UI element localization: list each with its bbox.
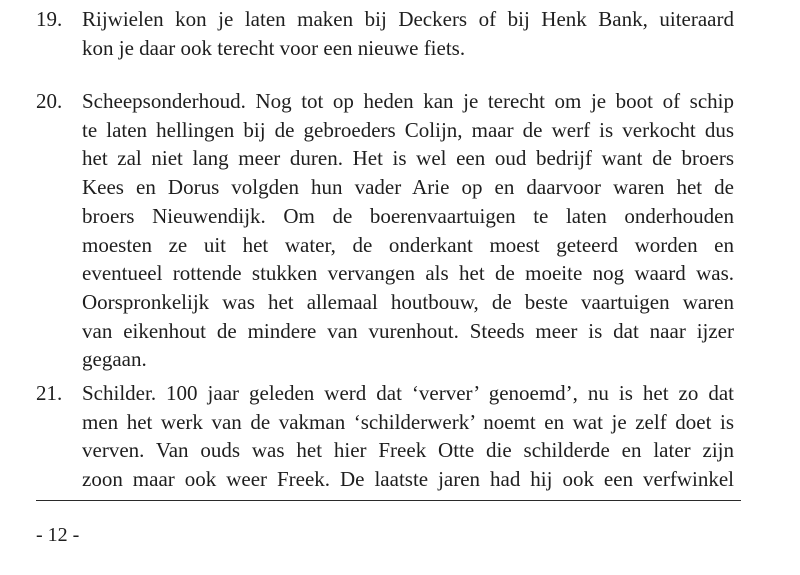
item-number: 21. (36, 381, 63, 405)
item-number: 19. (36, 7, 63, 31)
text-line: broers Nieuwendijk. Om de boerenvaartuigen te laten onderhouden (82, 203, 734, 228)
text-line: Scheepsonderhoud. Nog tot op heden kan je terecht om je boot of schip (82, 89, 734, 113)
text-line: moesten ze uit het water, de onderkant moest geteerd worden en (82, 232, 734, 257)
item-number: 20. (36, 89, 63, 113)
footer-divider (36, 500, 741, 501)
text-line: Kees en Dorus volgden hun vader Arie op en daarvoor waren het de (82, 175, 734, 200)
text-line: verven. Van ouds was het hier Freek Otte die schilderde en later zijn (82, 438, 734, 463)
text-line: Schilder. 100 jaar geleden werd dat ‘verver’ genoemd’, nu is het zo dat (82, 381, 734, 405)
text-line: Oorspronkelijk was het allemaal houtbouw, de beste vaartuigen waren (82, 289, 734, 314)
text-line: te laten hellingen bij de gebroeders Colijn, maar de werf is verkocht dus (82, 117, 734, 142)
text-line: van eikenhout de mindere van vurenhout. Steeds meer is dat naar ijzer (82, 318, 734, 343)
text-line: men het werk van de vakman ‘schilderwerk’ noemt en wat je zelf doet is (82, 409, 734, 434)
text-line: zoon maar ook weer Freek. De laatste jaren had hij ook een verfwinkel (82, 467, 734, 492)
text-line: kon je daar ook terecht voor een nieuwe fiets. (82, 36, 466, 60)
page-number: - 12 - (36, 524, 80, 546)
text-line: eventueel rottende stukken vervangen als het de moeite nog waard was. (82, 261, 734, 286)
text-line: Rijwielen kon je laten maken bij Deckers of bij Henk Bank, uiteraard (82, 7, 734, 31)
text-line: het zal niet lang meer duren. Het is wel een oud bedrijf want de broers (82, 146, 734, 171)
text-line: gegaan. (82, 347, 147, 372)
